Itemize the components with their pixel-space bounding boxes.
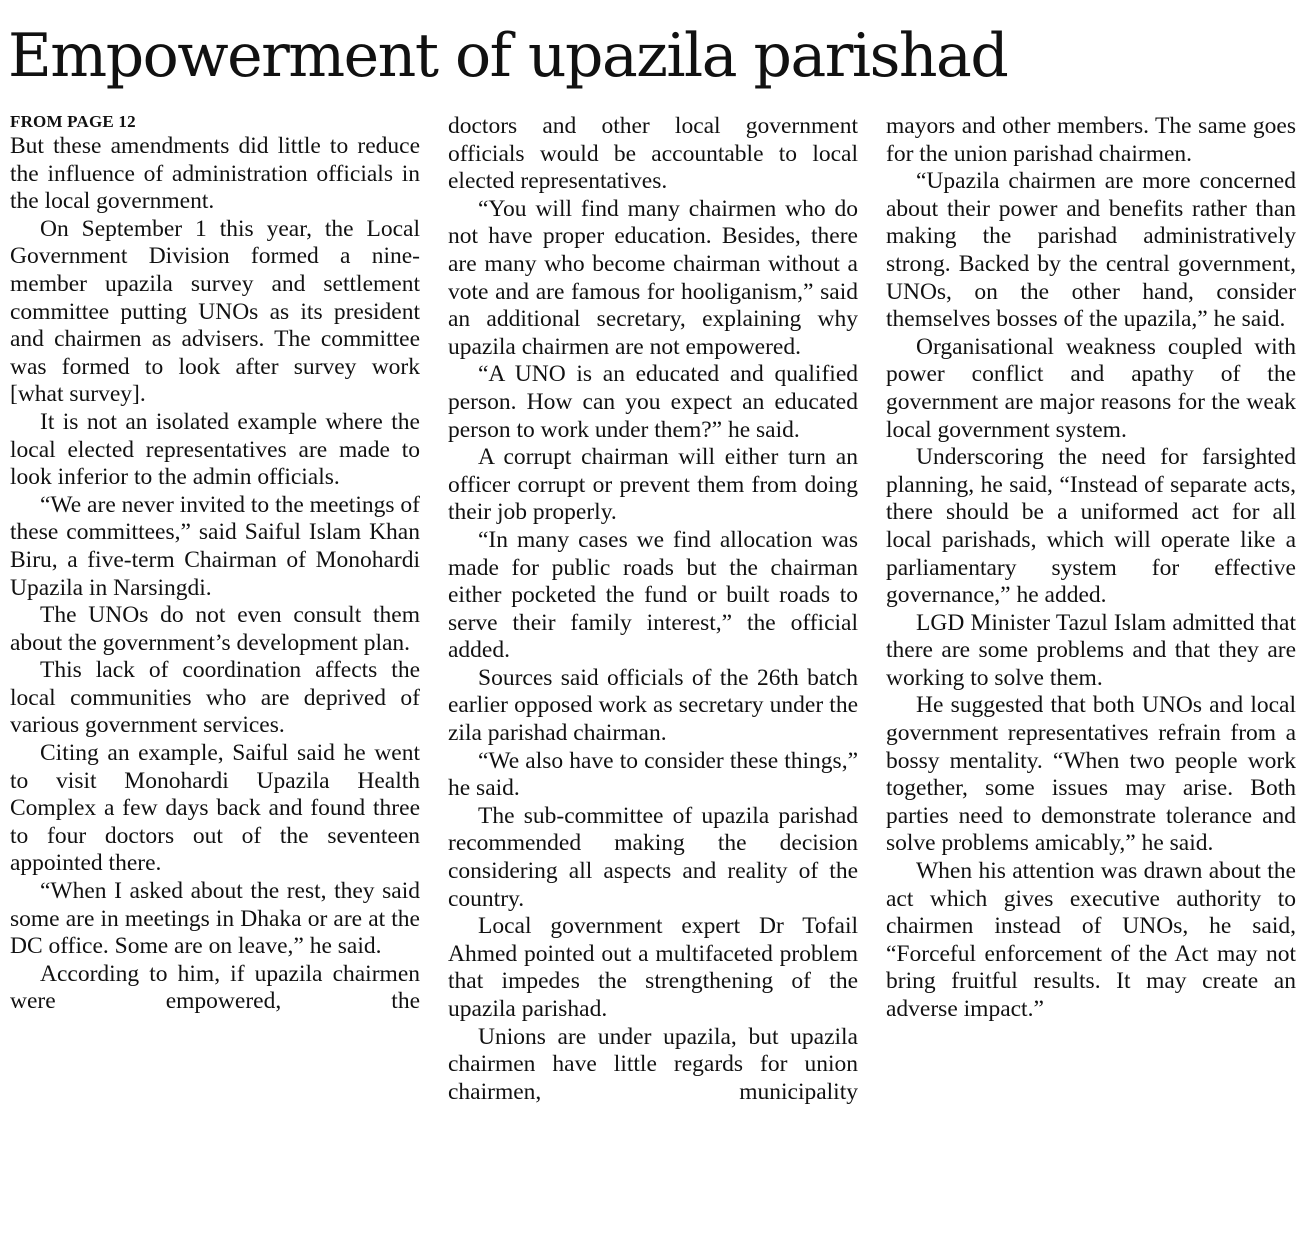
article-column-3 [886, 113, 1296, 1024]
headline: Empowerment of upazila parishad [8, 21, 1008, 91]
paragraph: “When I asked about the rest, they said some are in meetings in Dhaka or are at the DC office. Some are on leave,” he said. [10, 878, 420, 960]
paragraph: But these amendments did little to reduce the influence of administration officials in the local government. [10, 133, 420, 215]
paragraph: The sub-committee of upazila parishad recommended making the decision considering all aspects and reality of the country. [448, 802, 858, 912]
paragraph: On September 1 this year, the Local Government Division formed a nine-member upazila survey and settlement committee putting UNOs as its president and chairmen as advisers. The committee was formed to look after survey work [what survey]. [10, 215, 420, 408]
paragraph: Unions are under upazila, but upazila chairmen have little regards for union chairmen, municipality [448, 1023, 858, 1105]
paragraph: This lack of coordination affects the local communities who are deprived of various government services. [10, 657, 420, 739]
article-column-1 [10, 111, 420, 1016]
paragraph: Organisational weakness coupled with power conflict and apathy of the government are major reasons for the weak local government system. [886, 333, 1296, 443]
paragraph: “We are never invited to the meetings of these committees,” said Saiful Islam Khan Biru, a five-term Chairman of Monohardi Upazila in Narsingdi. [10, 491, 420, 601]
paragraph: According to him, if upazila chairmen were empowered, the [10, 960, 420, 1015]
paragraph: LGD Minister Tazul Islam admitted that there are some problems and that they are working to solve them. [886, 609, 1296, 691]
paragraph: “You will find many chairmen who do not have proper education. Besides, there are many who become chairman without a vote and are famous for hooliganism,” said an additional secretary, explaining why upazila chairmen are not empowered. [448, 195, 858, 360]
paragraph: Citing an example, Saiful said he went to visit Monohardi Upazila Health Complex a few days back and found three to four doctors out of the seventeen appointed there. [10, 740, 420, 877]
paragraph: It is not an isolated example where the local elected representatives are made to look inferior to the admin officials. [10, 408, 420, 491]
paragraph: “In many cases we find allocation was made for public roads but the chairman either pocketed the fund or built roads to serve their family interest,” the official added. [448, 526, 858, 664]
paragraph: The UNOs do not even consult them about the government’s development plan. [10, 602, 420, 656]
paragraph: A corrupt chairman will either turn an officer corrupt or prevent them from doing their job properly. [448, 444, 858, 526]
paragraph: “We also have to consider these things,” he said. [448, 747, 858, 802]
continued-from-label: FROM PAGE 12 [10, 112, 136, 131]
paragraph: “Upazila chairmen are more concerned about their power and benefits rather than making the parishad administratively strong. Backed by the central government, UNOs, on the other hand, consider themselves bosses of the upazila,” he said. [886, 168, 1296, 333]
paragraph: Local government expert Dr Tofail Ahmed pointed out a multifaceted problem that impedes the strengthening of the upazila parishad. [448, 913, 858, 1022]
paragraph: He suggested that both UNOs and local government representatives refrain from a bossy mentality. “When two people work together, some issues may arise. Both parties need to demonstrate tolerance and solve problems amicably,” he said. [886, 692, 1296, 857]
paragraph: mayors and other members. The same goes for the union parishad chairmen. [886, 113, 1296, 167]
paragraph: When his attention was drawn about the act which gives executive authority to chairmen instead of UNOs, he said, “Forceful enforcement of the Act may not bring fruitful results. It may create an adverse impact.” [886, 858, 1296, 1022]
paragraph: Sources said officials of the 26th batch earlier opposed work as secretary under the zila parishad chairman. [448, 664, 858, 747]
article-column-2 [448, 113, 858, 1106]
paragraph: Underscoring the need for farsighted planning, he said, “Instead of separate acts, there should be a uniformed act for all local parishads, which will operate like a parliamentary system for effective governance,” he added. [886, 444, 1296, 609]
paragraph: doctors and other local government officials would be accountable to local elected representatives. [448, 113, 858, 195]
paragraph: “A UNO is an educated and qualified person. How can you expect an educated person to work under them?” he said. [448, 361, 858, 443]
